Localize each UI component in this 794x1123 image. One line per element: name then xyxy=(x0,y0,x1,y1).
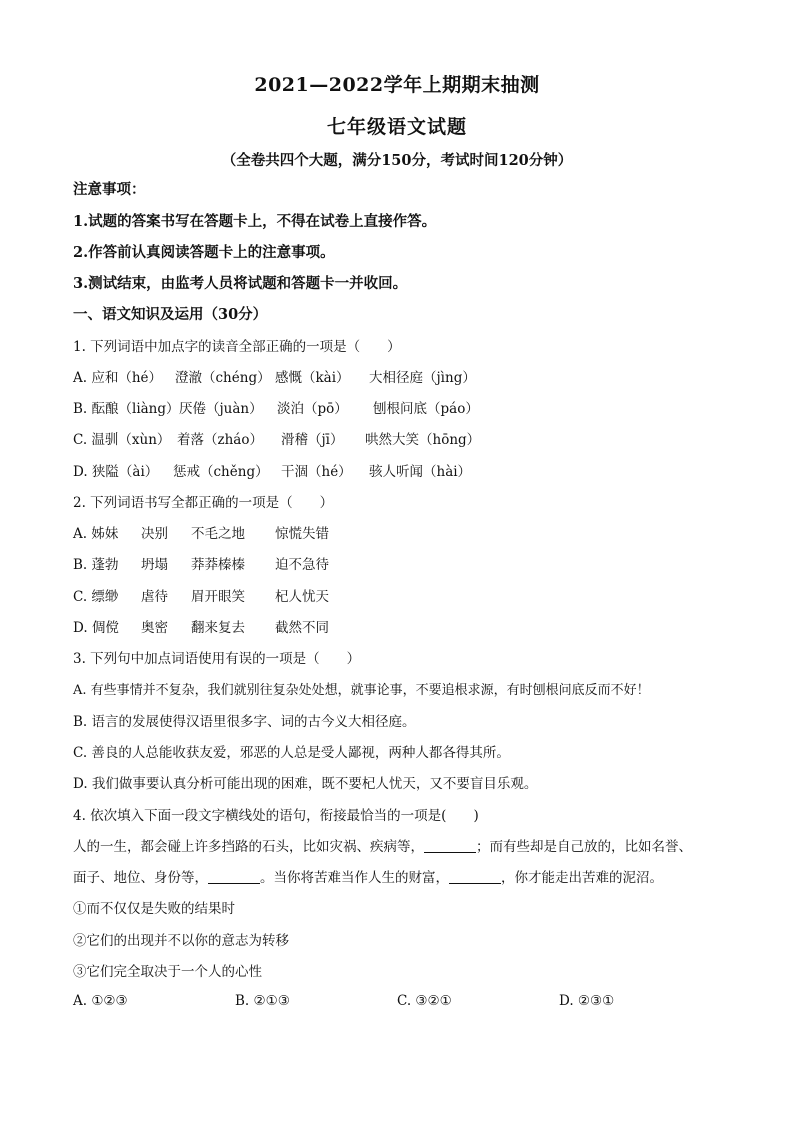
option-text: 大相径庭（jìng） xyxy=(369,370,476,386)
option-text: 滑稽（jī） xyxy=(281,432,344,448)
option-text: 干涸（hé） xyxy=(281,464,352,480)
option-text: 截然不同 xyxy=(275,620,329,636)
notice-heading: 注意事项： xyxy=(73,181,146,198)
option-text: 杞人忧天 xyxy=(275,589,329,605)
question-4-item: ②它们的出现并不以你的意志为转移 xyxy=(73,933,289,949)
option-text: 厌倦（juàn） xyxy=(179,401,263,417)
notice-item: 1.试题的答案书写在答题卡上，不得在试卷上直接作答。 xyxy=(73,213,437,230)
option-text: 骇人听闻（hài） xyxy=(369,464,472,480)
choice-b: B. ②①③ xyxy=(235,993,290,1009)
fill-blank xyxy=(424,838,476,853)
option-text: 不毛之地 xyxy=(191,526,245,542)
question-4-passage-line xyxy=(73,837,753,857)
question-4-stem: 4. 依次填入下面一段文字横线处的语句，衔接最恰当的一项是( ) xyxy=(73,808,479,824)
option-text: 着落（zháo） xyxy=(177,432,263,448)
question-2-option-c xyxy=(73,587,753,607)
option-text: 迫不急待 xyxy=(275,557,329,573)
question-3-stem: 3. 下列句中加点词语使用有误的一项是（ ） xyxy=(73,651,361,667)
option-text: 哄然大笑（hōng） xyxy=(365,432,481,448)
question-3-option-b: B. 语言的发展使得汉语里很多字、词的古今义大相径庭。 xyxy=(73,714,416,730)
option-text: D. 狭隘（ài） xyxy=(73,464,159,480)
option-text: 翻来复去 xyxy=(191,620,245,636)
option-text: 澄澈（chéng） xyxy=(175,370,271,386)
choice-a: A. ①②③ xyxy=(73,993,128,1009)
notice-item: 3.测试结束，由监考人员将试题和答题卡一并收回。 xyxy=(73,275,408,292)
question-2-stem: 2. 下列词语书写全都正确的一项是（ ） xyxy=(73,495,334,511)
question-1-option-a xyxy=(73,368,753,388)
option-text: 莽莽榛榛 xyxy=(191,557,245,573)
question-3-option-c: C. 善良的人总能收获友爱，邪恶的人总是受人鄙视，两种人都各得其所。 xyxy=(73,745,510,761)
question-3-option-a: A. 有些事情并不复杂，我们就别往复杂处处想，就事论事，不要追根求源，有时刨根问底反而不好！ xyxy=(73,683,650,698)
option-text: 眉开眼笑 xyxy=(191,589,245,605)
option-text: 刨根问底（páo） xyxy=(373,401,479,417)
option-text: 感慨（kài） xyxy=(275,370,350,386)
option-text: A. 应和（hé） xyxy=(73,370,163,386)
exam-note: （全卷共四个大题，满分150分，考试时间120分钟） xyxy=(221,152,573,169)
option-text: 奥密 xyxy=(141,620,168,636)
question-4-passage-line xyxy=(73,868,753,888)
option-text: B. 蓬勃 xyxy=(73,557,119,573)
choice-c: C. ③②① xyxy=(397,993,452,1009)
option-text: B. 酝酿（liàng） xyxy=(73,401,180,417)
passage-text: 。当你将苦难当作人生的财富， xyxy=(260,870,449,886)
question-4-item: ③它们完全取决于一个人的心性 xyxy=(73,964,262,980)
choice-d: D. ②③① xyxy=(559,993,615,1009)
option-text: 坍塌 xyxy=(141,557,168,573)
passage-text: ；而有些却是自己放的，比如名誉、 xyxy=(476,839,692,855)
question-1-option-b xyxy=(73,399,753,419)
question-1-option-c xyxy=(73,430,753,450)
option-text: 决别 xyxy=(141,526,168,542)
option-text: C. 温驯（xùn） xyxy=(73,432,171,448)
question-2-option-b xyxy=(73,555,753,575)
fill-blank xyxy=(208,869,260,884)
option-text: 淡泊（pō） xyxy=(277,401,348,417)
option-text: C. 缥缈 xyxy=(73,589,119,605)
question-4-choices xyxy=(73,993,753,1009)
option-text: 惩戒（chěng） xyxy=(173,464,269,480)
exam-title: 2021—2022学年上期期末抽测 xyxy=(254,74,540,96)
question-2-option-a xyxy=(73,524,753,544)
passage-text: 面子、地位、身份等， xyxy=(73,870,208,886)
option-text: D. 倜傥 xyxy=(73,620,119,636)
passage-text: ，你才能走出苦难的泥沼。 xyxy=(501,870,663,886)
question-1-option-d xyxy=(73,462,753,482)
question-4-item: ①而不仅仅是失败的结果时 xyxy=(73,901,235,917)
option-text: 虐待 xyxy=(141,589,168,605)
question-1-stem: 1. 下列词语中加点字的读音全部正确的一项是（ ） xyxy=(73,339,401,355)
option-text: A. 姊妹 xyxy=(73,526,119,542)
question-2-option-d xyxy=(73,618,753,638)
passage-text: 人的一生，都会碰上许多挡路的石头，比如灾祸、疾病等， xyxy=(73,839,424,855)
exam-subtitle: 七年级语文试题 xyxy=(326,116,467,138)
fill-blank xyxy=(449,869,501,884)
section-heading: 一、语文知识及运用（30分） xyxy=(73,306,268,323)
option-text: 惊慌失错 xyxy=(275,526,329,542)
notice-item: 2.作答前认真阅读答题卡上的注意事项。 xyxy=(73,244,335,261)
question-3-option-d: D. 我们做事要认真分析可能出现的困难，既不要杞人忧天，又不要盲目乐观。 xyxy=(73,776,538,792)
